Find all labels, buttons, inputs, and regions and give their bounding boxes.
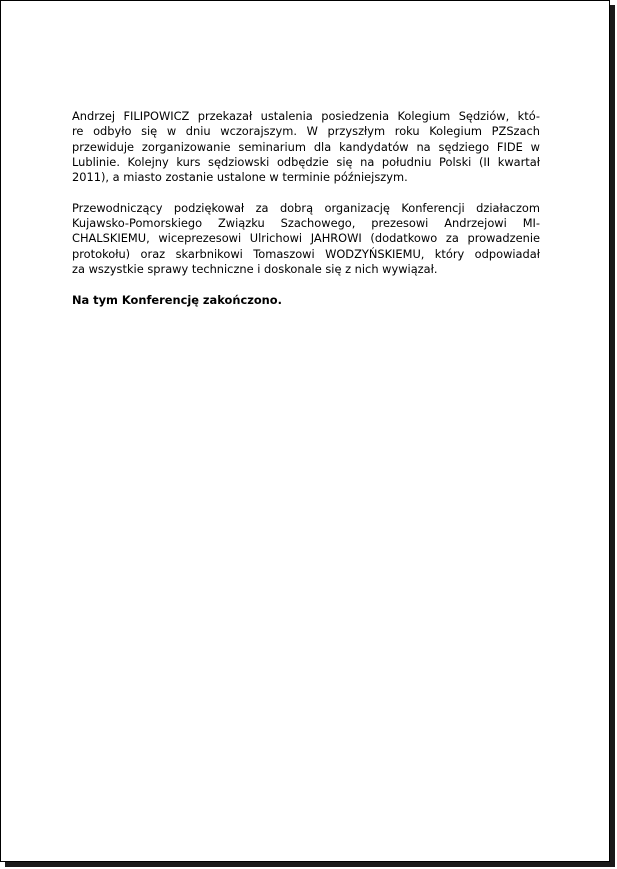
text-line: Lublinie. Kolejny kurs sędziowski odbędzie się na południu Polski (II kwartał	[72, 154, 540, 169]
paragraph-referee-college	[72, 109, 540, 185]
text-line: re odbyło się w dniu wczorajszym. W przyszłym roku Kolegium PZSzach	[72, 124, 540, 139]
text-line: 2011), a miasto zostanie ustalone w terminie późniejszym.	[72, 170, 408, 185]
document-body	[72, 109, 540, 308]
text-line: Kujawsko-Pomorskiego Związku Szachowego, prezesowi Andrzejowi MI-	[72, 216, 540, 231]
text-line: Andrzej FILIPOWICZ przekazał ustalenia posiedzenia Kolegium Sędziów, któ-	[72, 109, 540, 123]
closing-statement: Na tym Konferencję zakończono.	[72, 292, 282, 307]
paragraph-acknowledgements	[72, 201, 540, 277]
text-line: CHALSKIEMU, wiceprezesowi Ulrichowi JAHROWI (dodatkowo za prowadzenie	[72, 231, 540, 246]
text-line: Przewodniczący podziękował za dobrą organizację Konferencji działaczom	[72, 200, 540, 215]
text-line: przewiduje zorganizowanie seminarium dla kandydatów na sędziego FIDE w	[72, 139, 540, 154]
text-line: za wszystkie sprawy techniczne i doskonale się z nich wywiązał.	[72, 261, 438, 276]
text-line: protokołu) oraz skarbnikowi Tomaszowi WODZYŃSKIEMU, który odpowiadał	[72, 246, 540, 261]
